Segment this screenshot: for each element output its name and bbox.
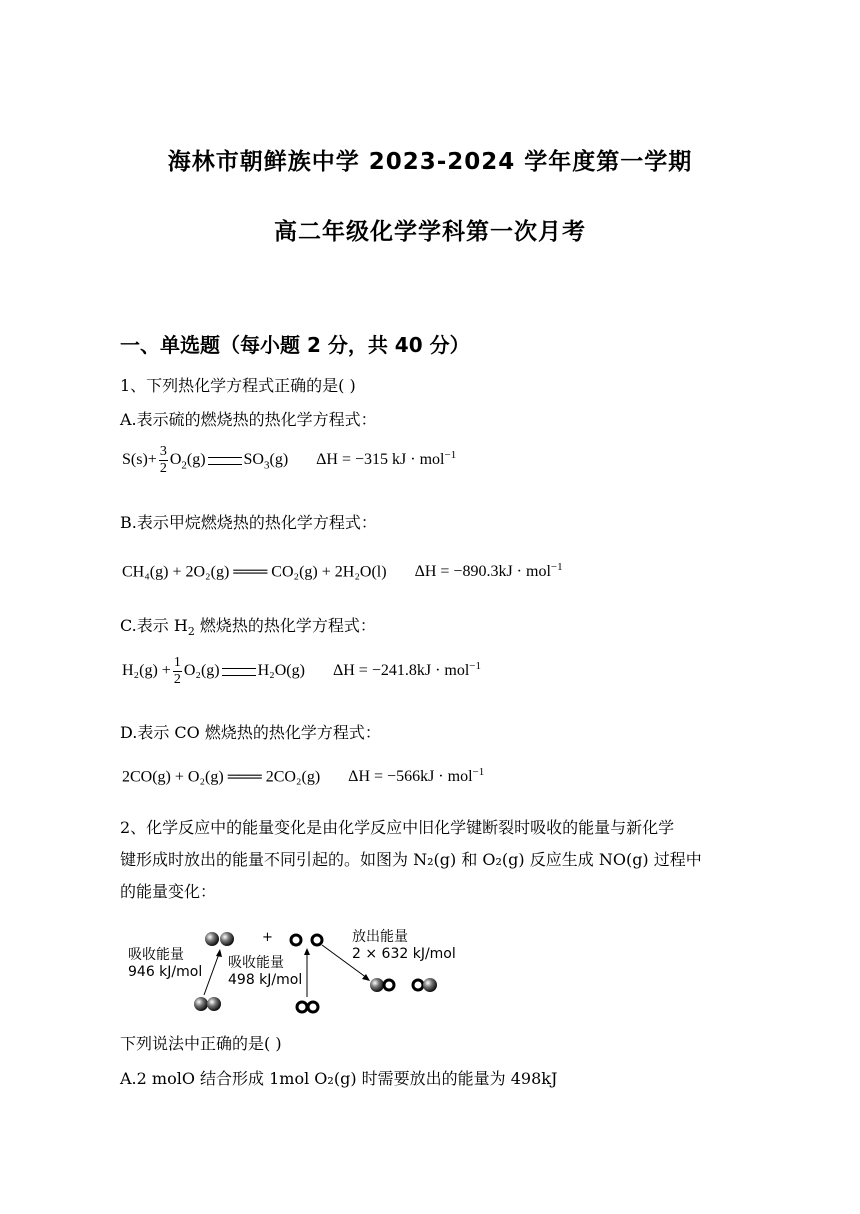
eq-a-o2: O: [169, 451, 182, 469]
question-2-option-a: A.2 molO 结合形成 1mol O₂(g) 时需要放出的能量为 498kJ: [120, 1069, 558, 1088]
option-b-equation: [122, 561, 563, 581]
arrow-n2-break: [204, 951, 220, 995]
question-2-stem-line2: 键形成时放出的能量不同引起的。如图为 N₂(g) 和 O₂(g) 反应生成 NO(g) 过程中: [120, 850, 702, 869]
exam-title-line2: 高二年级化学学科第一次月考: [274, 219, 586, 245]
question-2-stem-line3: 的能量变化：: [120, 882, 217, 901]
eq-c-left: H₂(g) +: [122, 662, 171, 680]
molecule-no-2-n: [423, 978, 437, 992]
option-a-equation: [122, 444, 456, 477]
eq-d-body: 2CO(g) + O₂(g) ═══ 2CO₂(g): [122, 768, 321, 786]
atom-o-1: [291, 935, 301, 945]
option-d-label: D.表示 CO 燃烧热的热化学方程式：: [120, 723, 381, 742]
diagram-absorb-text-2: 吸收能量: [228, 955, 284, 971]
eq-a-fraction: [159, 444, 168, 477]
diagram-absorb-value-1: 946 kJ/mol: [128, 964, 203, 980]
diagram-release-label: [352, 929, 456, 963]
eq-a-frac-den: 2: [159, 461, 167, 476]
eq-c-frac-num: 1: [173, 655, 181, 670]
eq-d-enthalpy-sup: −1: [472, 766, 485, 778]
eq-b-enthalpy-sup: −1: [550, 561, 563, 573]
option-c-label-pre: C.表示 H: [120, 616, 188, 635]
molecule-no-2-o: [413, 980, 423, 990]
eq-d-enthalpy: ΔH = −566kJ · mol: [348, 768, 473, 786]
section-heading: 一、单选题（每小题 2 分，共 40 分）: [120, 333, 470, 357]
question-2-stem-line1: 2、化学反应中的能量变化是由化学反应中旧化学键断裂时吸收的能量与新化学: [120, 818, 675, 837]
diagram-absorb-label-2: [228, 955, 302, 989]
option-a-label: A.表示硫的燃烧热的热化学方程式：: [120, 410, 377, 429]
option-c-label: [120, 613, 376, 638]
eq-a-right-sub: 3: [263, 459, 270, 472]
question-2-stem: [120, 812, 732, 908]
eq-a-frac-num: 3: [159, 444, 167, 459]
diagram-release-value: 2 × 632 kJ/mol: [352, 946, 456, 962]
option-b-label: B.表示甲烷燃烧热的热化学方程式：: [120, 513, 377, 532]
molecule-o2-atom-2: [308, 1002, 318, 1012]
eq-a-arrow: [208, 457, 242, 465]
eq-a-left: S(s)+: [122, 451, 157, 469]
molecule-o2-atom-1: [297, 1002, 307, 1012]
arrow-o2-break-head: [304, 948, 310, 955]
eq-c-fraction: [173, 655, 182, 688]
diagram-plus-sign: +: [262, 930, 273, 945]
eq-c-enthalpy-sup: −1: [469, 659, 482, 672]
diagram-absorb-text-1: 吸收能量: [128, 947, 184, 963]
option-d-equation: [122, 766, 484, 786]
molecule-n2-atom-1: [194, 997, 208, 1011]
molecule-n2-atom-2: [207, 997, 221, 1011]
option-c-equation: [122, 655, 481, 688]
option-c-label-post: 燃烧热的热化学方程式：: [194, 616, 376, 635]
diagram-absorb-label-1: [128, 947, 202, 981]
diagram-release-text: 放出能量: [352, 929, 408, 945]
eq-a-right-state: (g): [269, 451, 289, 469]
eq-a-o2-sub: 2: [181, 459, 187, 472]
eq-c-enthalpy: ΔH = −241.8kJ · mol: [332, 662, 470, 680]
eq-b-body: CH₄(g) + 2O₂(g) ═══ CO₂(g) + 2H₂O(l): [122, 563, 387, 581]
eq-c-arrow: [222, 668, 256, 676]
eq-b-enthalpy: ΔH = −890.3kJ · mol: [414, 563, 551, 581]
diagram-absorb-value-2: 498 kJ/mol: [228, 972, 303, 988]
eq-c-frac-den: 2: [173, 672, 181, 687]
atom-n-1: [205, 932, 219, 946]
eq-a-right: SO: [243, 451, 264, 469]
energy-diagram: [122, 925, 462, 1020]
eq-c-right: H₂O(g): [257, 662, 305, 680]
eq-c-mid: O₂(g): [183, 662, 220, 680]
question-1-stem: 1、下列热化学方程式正确的是( ): [120, 376, 356, 395]
arrow-n2-break-head: [216, 949, 222, 957]
molecule-no-1-n: [370, 978, 384, 992]
eq-a-enthalpy-sup: −1: [444, 448, 457, 461]
question-2-prompt: 下列说法中正确的是( ): [120, 1034, 282, 1053]
atom-o-2: [312, 935, 322, 945]
eq-a-enthalpy: ΔH = −315 kJ · mol: [316, 451, 445, 469]
option-c-label-sub: 2: [187, 625, 195, 639]
eq-a-o2-state: (g): [186, 451, 206, 469]
exam-title-line1: 海林市朝鲜族中学 2023-2024 学年度第一学期: [167, 149, 693, 175]
atom-n-2: [220, 932, 234, 946]
molecule-no-1-o: [384, 980, 394, 990]
